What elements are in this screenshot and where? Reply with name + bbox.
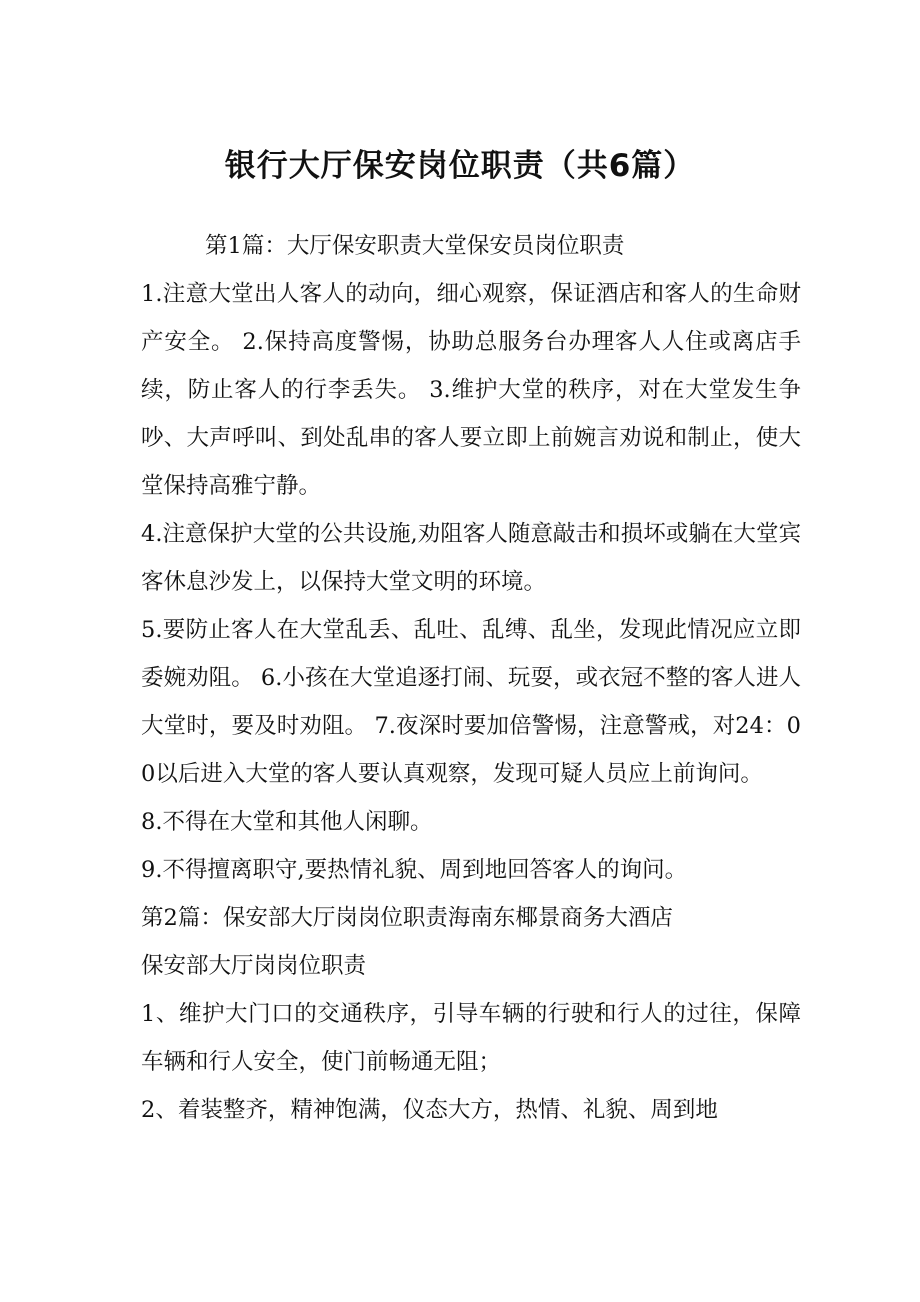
paragraph: 2、着装整齐，精神饱满，仪态大方，热情、礼貌、周到地 [141,1097,718,1123]
document-title: 银行大厅保安岗位职责（共6篇） [224,148,696,184]
section-heading-1: 第1篇：大厅保安职责大堂保安员岗位职责 [205,233,625,259]
document-body [141,222,801,1134]
paragraph: 1、维护大门口的交通秩序，引导车辆的行驶和行人的过往，保障车辆和行人安全，使门前畅通无阻； [141,1001,801,1075]
paragraph: 1.注意大堂出人客人的动向，细心观察，保证酒店和客人的生命财产安全。 2.保持高度警惕，协助总服务台办理客人人住或离店手续，防止客人的行李丢失。 3.维护大堂的秩序，对在大堂发生争吵、大声呼叫、到处乱串的客人要立即上前婉言劝说和制止，使大堂保持高雅宁静。 [141,281,801,499]
subheading: 保安部大厅岗岗位职责 [141,953,367,979]
paragraph: 4.注意保护大堂的公共设施,劝阻客人随意敲击和损坏或躺在大堂宾客休息沙发上，以保持大堂文明的环境。 [141,521,801,595]
section-heading-2: 第2篇：保安部大厅岗岗位职责海南东椰景商务大酒店 [141,905,673,931]
paragraph: 5.要防止客人在大堂乱丢、乱吐、乱缚、乱坐，发现此情况应立即委婉劝阻。 6.小孩在大堂追逐打闹、玩耍，或衣冠不整的客人进人大堂时，要及时劝阻。 7.夜深时要加倍警惕，注意警戒，对24：00以后进入大堂的客人要认真观察，发现可疑人员应上前询问。 [141,617,801,787]
paragraph: 8.不得在大堂和其他人闲聊。 [141,809,433,835]
paragraph: 9.不得擅离职守,要热情礼貌、周到地回答客人的询问。 [141,857,688,883]
